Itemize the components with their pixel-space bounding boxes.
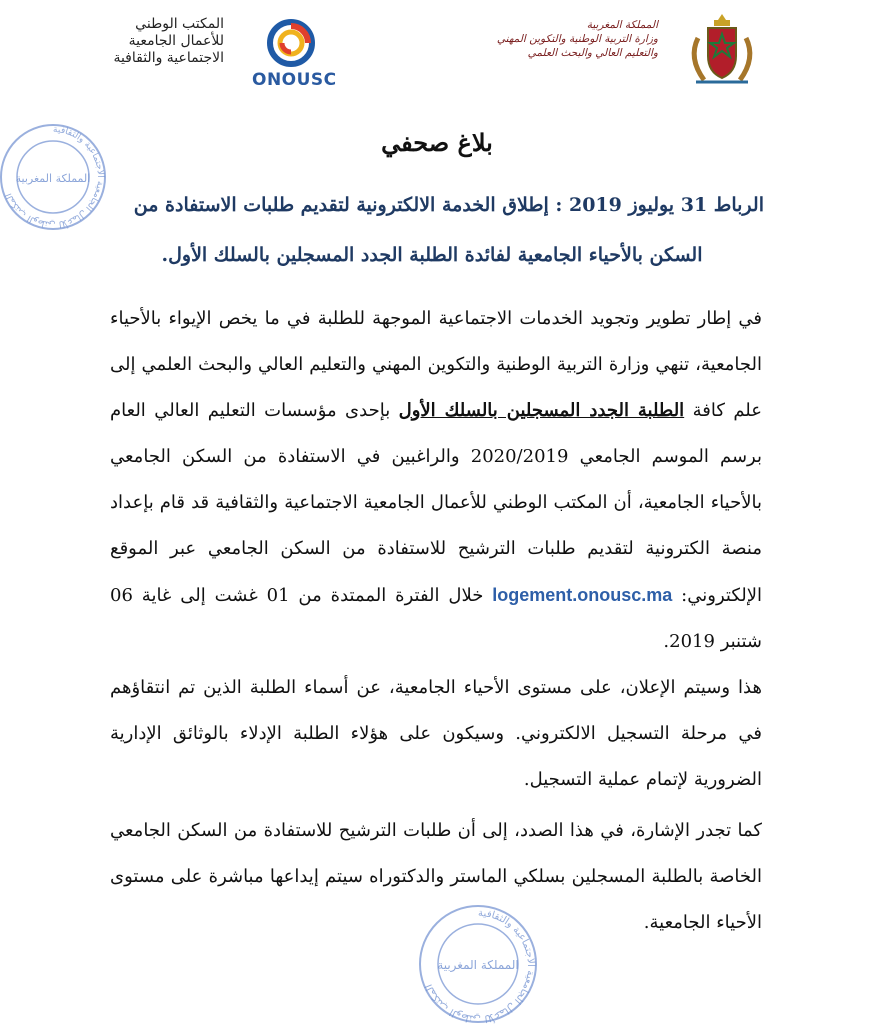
page-title: بلاغ صحفي bbox=[381, 128, 493, 157]
onousc-acronym: ONOUSC bbox=[252, 70, 337, 90]
website-link[interactable]: logement.onousc.ma bbox=[492, 585, 673, 605]
highlighted-target-students: الطلبة الجدد المسجلين بالسلك الأول bbox=[398, 400, 685, 421]
onousc-logo-icon bbox=[258, 18, 324, 68]
stamp-center-text: المملكة المغربية bbox=[437, 958, 519, 972]
paragraph-text: في إطار تطوير وتجويد الخدمات الاجتماعية الموجهة للطلبة في ما يخص الإيواء بالأحياء الجامعية، تنهي وزارة التربية الوطنية والتكوين المهني والتعليم العالي والبحث العلمي إلى علم كافة bbox=[110, 308, 762, 421]
ministry-header bbox=[488, 10, 768, 88]
headline-line-1: الرباط 31 يوليوز 2019 : إطلاق الخدمة الالكترونية لتقديم طلبات الاستفادة من bbox=[133, 194, 764, 216]
ministry-name bbox=[497, 18, 658, 60]
paragraph-text: خلال الفترة الممتدة من 01 غشت إلى غاية 06 شتنبر 2019. bbox=[110, 585, 762, 652]
onousc-header bbox=[112, 14, 352, 90]
press-release-headline bbox=[100, 180, 764, 280]
body-paragraph-2: هذا وسيتم الإعلان، على مستوى الأحياء الجامعية، عن أسماء الطلبة الذين تم انتقاؤهم في مرحلة التسجيل الالكتروني. وسيكون على هؤلاء الطلبة الإدلاء بالوثائق الإدارية الضرورية لإتمام عملية التسجيل. bbox=[110, 677, 762, 790]
stamp-ring-text: المكتب الوطني للأعمال الجامعية الاجتماعية والثقافية bbox=[4, 124, 105, 230]
onousc-line-2: للأعمال الجامعية bbox=[128, 33, 224, 49]
stamp-ring-text: المكتب الوطني للأعمال الجامعية الاجتماعية والثقافية bbox=[423, 907, 536, 1024]
onousc-name bbox=[113, 16, 224, 67]
ministry-line-3: والتعليم العالي والبحث العلمي bbox=[527, 47, 658, 59]
ministry-line-2: وزارة التربية الوطنية والتكوين المهني bbox=[496, 33, 658, 45]
body-paragraph-1 bbox=[110, 296, 762, 665]
headline-line-2: السكن بالأحياء الجامعية لفائدة الطلبة الجدد المسجلين بالسلك الأول. bbox=[161, 244, 703, 266]
onousc-line-3: الاجتماعية والثقافية bbox=[113, 50, 224, 66]
onousc-line-1: المكتب الوطني bbox=[135, 16, 224, 32]
paragraph-text: بإحدى مؤسسات التعليم العالي العام برسم الموسم الجامعي 2020/2019 والراغبين في الاستفادة من السكن الجامعي بالأحياء الجامعية، أن المكتب الوطني للأعمال الجامعية الاجتماعية والثقافية قد قام بإعداد منصة الكترونية لتقديم طلبات الترشيح للاستفادة من السكن الجامعي عبر الموقع الإلكتروني: bbox=[110, 400, 763, 606]
body-paragraph-3: كما تجدر الإشارة، في هذا الصدد، إلى أن طلبات الترشيح للاستفادة من السكن الجامعي الخاصة بالطلبة المسجلين بسلكي الماستر والدكتوراه سيتم إيداعها مباشرة على مستوى الأحياء الجامعية. bbox=[110, 820, 762, 933]
stamp-center-text: المملكة المغربية bbox=[15, 172, 91, 185]
ministry-line-1: المملكة المغربية bbox=[586, 19, 658, 31]
moroccan-coat-of-arms-icon bbox=[676, 10, 768, 90]
